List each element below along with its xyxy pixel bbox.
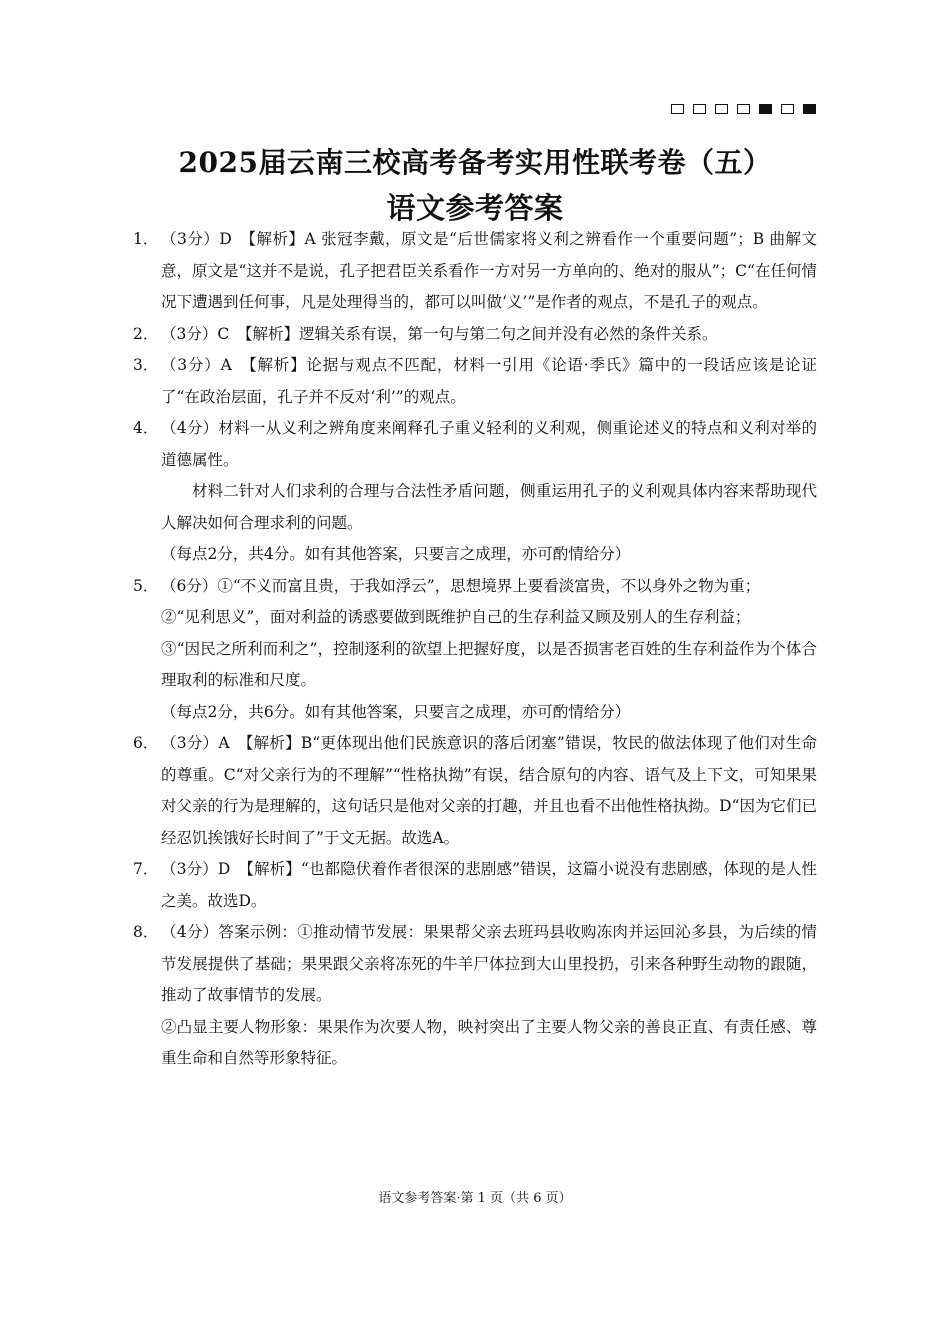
answer-item-5 <box>133 571 817 729</box>
answer-item-4 <box>133 413 817 571</box>
answer-number: 2． <box>133 324 159 343</box>
scoring-note: （每点2分，共4分。如有其他答案，只要言之成理，亦可酌情给分） <box>161 545 631 563</box>
document-title: 2025届云南三校高考备考实用性联考卷（五） <box>178 146 772 179</box>
answer-list <box>133 224 817 1075</box>
page-footer: 语文参考答案·第 1 页（共 6 页） <box>378 1191 572 1206</box>
answer-text: （3分）C 【解析】逻辑关系有误，第一句与第二句之间并没有必然的条件关系。 <box>161 324 718 343</box>
scoring-note: （每点2分，共6分。如有其他答案，只要言之成理，亦可酌情给分） <box>161 702 631 721</box>
answer-text: （3分）A 【解析】B“更体现出他们民族意识的落后闭塞”错误，牧民的做法体现了他们对生命的尊重。C“对父亲行为的不理解”“性格执拗”有误，结合原句的内容、语气及上下文，可知果果对父亲的行为是理解的，这句话只是他对父亲的打趣，并且也看不出他性格执拗。D“因为它们已经忍饥挨饿好长时间了”于文无据。故选A。 <box>161 734 817 847</box>
mark-square <box>671 104 684 114</box>
answer-line: ③“因民之所利而利之”，控制逐利的欲望上把握好度，以是否损害老百姓的生存利益作为个体合理取利的标准和尺度。 <box>161 639 817 689</box>
answer-number: 8． <box>133 923 159 941</box>
mark-square-filled <box>759 104 772 114</box>
mark-square <box>737 104 750 114</box>
mark-square <box>781 104 794 114</box>
answer-paragraph: 材料二针对人们求利的合理与合法性矛盾问题，侧重运用孔子的义利观具体内容来帮助现代人解决如何合理求利的问题。 <box>161 482 817 532</box>
answer-text: （3分）D 【解析】“也都隐伏着作者很深的悲剧感”错误，这篇小说没有悲剧感，体现的是人性之美。故选D。 <box>161 860 817 910</box>
answer-number: 1． <box>133 230 159 248</box>
answer-text: （3分）D 【解析】A 张冠李戴，原文是“后世儒家将义利之辨看作一个重要问题”；B 曲解文意，原文是“这并不是说，孔子把君臣关系看作一方对另一方单向的、绝对的服从”；C“在任何情况下遭遇到任何事，凡是处理得当的，都可以叫做‘义’”是作者的观点，不是孔子的观点。 <box>161 230 817 311</box>
answer-text: （4分）答案示例：①推动情节发展：果果帮父亲去班玛县收购冻肉并运回沁多县，为后续的情节发展提供了基础；果果跟父亲将冻死的牛羊尸体拉到大山里投扔，引来各种野生动物的跟随，推动了故事情节的发展。 <box>161 923 817 1004</box>
answer-line: ②“见利思义”，面对利益的诱惑要做到既维护自己的生存利益又顾及别人的生存利益； <box>161 608 751 626</box>
answer-number: 4． <box>133 419 159 437</box>
mark-square <box>715 104 728 114</box>
answer-item-7 <box>133 854 817 917</box>
page-marks <box>671 104 816 114</box>
answer-text: （4分）材料一从义利之辨角度来阐释孔子重义轻利的义利观，侧重论述义的特点和义利对举的道德属性。 <box>161 419 817 469</box>
answer-item-6 <box>133 728 817 854</box>
answer-line: ②凸显主要人物形象：果果作为次要人物，映衬突出了主要人物父亲的善良正直、有责任感、尊重生命和自然等形象特征。 <box>161 1017 817 1067</box>
answer-number: 7． <box>133 860 159 878</box>
answer-number: 3． <box>133 356 159 374</box>
answer-text: （3分）A 【解析】论据与观点不匹配，材料一引用《论语·季氏》篇中的一段话应该是论证了“在政治层面，孔子并不反对‘利’”的观点。 <box>161 356 817 406</box>
mark-square <box>693 104 706 114</box>
answer-number: 6． <box>133 734 159 752</box>
answer-item-2 <box>133 319 817 351</box>
answer-item-3 <box>133 350 817 413</box>
answer-item-1 <box>133 224 817 319</box>
document-subtitle: 语文参考答案 <box>386 191 564 225</box>
mark-square-filled <box>803 104 816 114</box>
answer-item-8 <box>133 917 817 1075</box>
answer-text: （6分）①“不义而富且贵，于我如浮云”，思想境界上要看淡富贵，不以身外之物为重； <box>161 576 761 595</box>
answer-number: 5． <box>133 576 159 595</box>
